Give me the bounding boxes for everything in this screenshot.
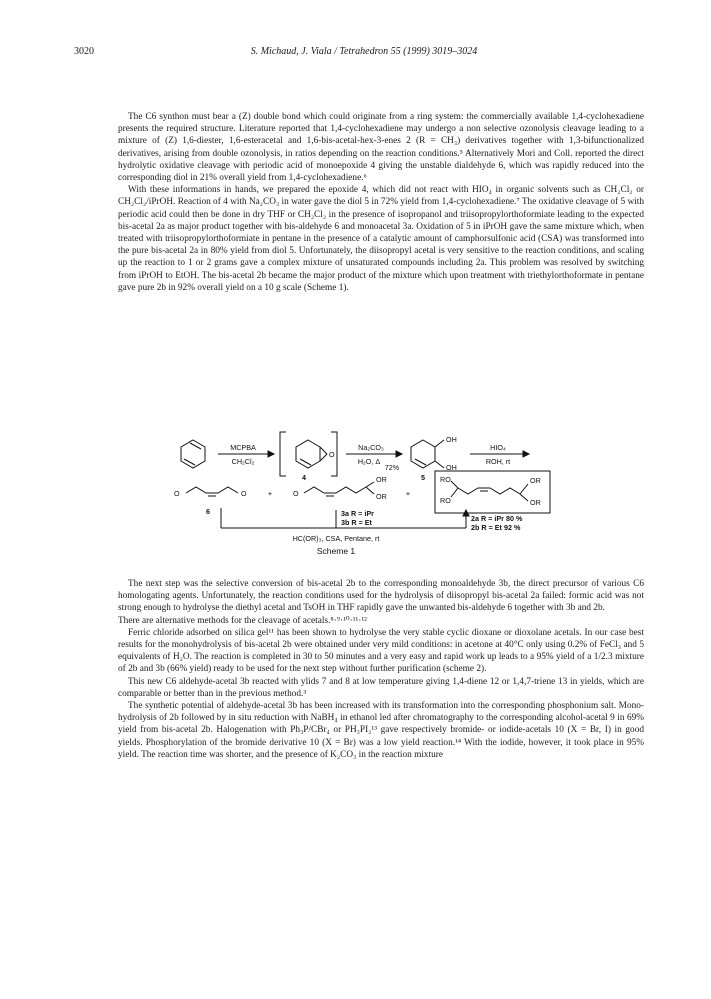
compound-label-5: 5 xyxy=(421,473,425,482)
compound-label-3b: 3b R = Et xyxy=(341,518,372,527)
bis-acetal-ro-bottom: RO xyxy=(440,496,451,505)
compound-label-2b: 2b R = Et 92 % xyxy=(471,523,521,532)
paragraph: Ferric chloride adsorbed on silica gel¹¹ has been shown to hydrolyse the very stable cyclic dioxane or dioxolane acetals. In our case best results for the monohydrolysis of bis-acetal 2b were obtained under very mild conditions: in acetone at 40°C only using 0.2% of FeCl₃ and 5 equivalents of H₂O. The reaction is completed in 30 to 50 minutes and a very easy and rapid work up leads to a 95% yield of a 1/2.3 mixture of 2b and 3b (66% yield) ready to be used for the next step without further purification (scheme 2). xyxy=(118,627,644,675)
reagent-hio4: HIO₄ xyxy=(490,443,506,452)
monoacetal-or-top: OR xyxy=(376,475,387,484)
bis-acetal-chain xyxy=(458,488,520,494)
monoacetal-o: O xyxy=(293,489,299,498)
bottom-reagent: HC(OR)₃, CSA, Pentane, rt xyxy=(292,534,380,543)
running-header xyxy=(74,46,654,60)
bis-acetal-or-bottom: OR xyxy=(530,498,541,507)
reagent-h2o: H₂O, Δ xyxy=(357,457,381,466)
bis-acetal-ro-top: RO xyxy=(440,475,451,484)
reagent-mcpba: MCPBA xyxy=(230,443,256,452)
reagent-roh: ROH, rt xyxy=(485,457,511,466)
compound-label-3a: 3a R = iPr xyxy=(341,509,374,518)
diol-oh-top: OH xyxy=(446,435,457,444)
paragraph: The C6 synthon must bear a (Z) double bond which could originate from a ring system: the commercially available 1,4-cyclohexadiene presents the required structure. Literature reported that 1,4-cyclohexadiene may undergo a non selective ozonolysis cleavage leading to a mixture of (Z) 1,6-diester, 1,6-esteracetal and 1,6-bis-acetal-hex-3-enes 2 (R = CH₃) derivatives together with 1,3-bifunctionalized derivatives, arising from double ozonolysis, in ratios depending on the reaction conditions.⁵ Alternatively Mori and Coll. reported the direct hydrolytic oxidative cleavage with periodic acid of monoepoxide 4 giving the unstable dialdehyde 6, which was rapidly reduced into the corresponding diol in 21% overall yield from 1,4-cyclohexadiene.⁶ xyxy=(118,112,644,184)
paragraph: The next step was the selective conversion of bis-acetal 2b to the corresponding monoaldehyde 3b, the direct precursor of various C6 homologating agents. Unfortunately, the reaction conditions used for the hydrolysis of diisopropyl bis-acetal 2a failed: formic acid was not strong enough to hydrolyse the diethyl acetal and TsOH in THF rapidly gave the unwanted bis-aldehyde 6 together with 3b and 2b. xyxy=(118,579,644,614)
body-text-bottom xyxy=(118,578,644,761)
dialdehyde-chain xyxy=(186,487,238,493)
paragraph: With these informations in hands, we prepared the epoxide 4, which did not react with HIO₄ in organic solvents such as CH₂Cl₂ or CH₂Cl₂/iPrOH. Reaction of 4 with Na₂CO₃ in water gave the diol 5 in 72% yield from 1,4-cyclohexadiene.⁷ The oxidative cleavage of 5 with periodic acid could then be done in dry THF or CH₂Cl₂ in the presence of isopropanol and triisopropylorthoformiate leading to the expected bis-acetal 2a as major product together with bis-aldehyde 6 and monoacetal 3a. Oxidation of 5 in iPrOH gave the same mixture which, when treated with triisopropylorthoformiate in pentane in the presence of a catalytic amount of camphorsulfonic acid (CSA) was transformed into the pure bis-acetal 2a in 80% yield from diol 5. Unfortunately, the diisopropyl acetal is very sensitive to the reaction conditions, and scaling up the reaction to 1 or 2 grams gave a complex mixture of unsaturated compounds including 2a. This problem was resolved by switching from iPrOH to EtOH. The bis-acetal 2b became the major product of the mixture which upon treatment with triethylorthoformate in pentane gave pure 2b in 92% overall yield on a 10 g scale (Scheme 1). xyxy=(118,185,644,293)
epoxide-oxygen-label: O xyxy=(329,450,335,459)
reaction-scheme-1 xyxy=(118,402,644,562)
bis-acetal-or-top: OR xyxy=(530,476,541,485)
paragraph: There are alternative methods for the cleavage of acetals.⁸·⁹·¹⁰·¹¹·¹² xyxy=(118,615,367,626)
running-title: S. Michaud, J. Viala / Tetrahedron 55 (1999) 3019–3024 xyxy=(250,46,478,57)
reagent-ch2cl2: CH₂Cl₂ xyxy=(231,457,255,466)
plus-sign: + xyxy=(267,489,273,498)
scheme-drawing xyxy=(118,402,644,562)
compound-label-2a: 2a R = iPr 80 % xyxy=(471,514,523,523)
scheme-caption: Scheme 1 xyxy=(316,546,356,556)
monoacetal-chain xyxy=(304,487,366,493)
yield-72: 72% xyxy=(384,463,400,472)
compound-label-4: 4 xyxy=(302,473,306,482)
page-number: 3020 xyxy=(74,46,94,57)
aldehyde-o-left: O xyxy=(174,489,180,498)
compound-label-6: 6 xyxy=(206,507,210,516)
plus-sign: + xyxy=(405,489,411,498)
monoacetal-or-bottom: OR xyxy=(376,492,387,501)
diol-oh-bottom: OH xyxy=(446,463,457,472)
body-text-top xyxy=(118,111,644,294)
reagent-na2co3: Na₂CO₃ xyxy=(358,443,384,452)
paragraph: The synthetic potential of aldehyde-acetal 3b has been increased with its transformation into the corresponding phosphonium salt. Mono-hydrolysis of 2b followed by in situ reduction with NaBH₄ in ethanol led after chromatography to the corresponding alcohol-acetal 9 in 69% yield from bis-acetal 2b. Halogenation with Ph₃P/CBr₄ or PH₃PI₂¹³ gave respectively bromide- or iodide-acetals 10 (X = Br, I) in good yields. Phosphorylation of the bromide derivative 10 (X = Br) was a low yield reaction.¹⁴ With the iodide, however, it took place in 95% yield. The reaction time was shorter, and the presence of K₂CO₃ in the reaction mixture xyxy=(118,701,644,760)
aldehyde-o-right: O xyxy=(241,489,247,498)
paragraph: This new C6 aldehyde-acetal 3b reacted with ylids 7 and 8 at low temperature giving 1,4-diene 12 or 1,4,7-triene 13 in yields, which are comparable or better than in the previous method.³ xyxy=(118,676,644,699)
